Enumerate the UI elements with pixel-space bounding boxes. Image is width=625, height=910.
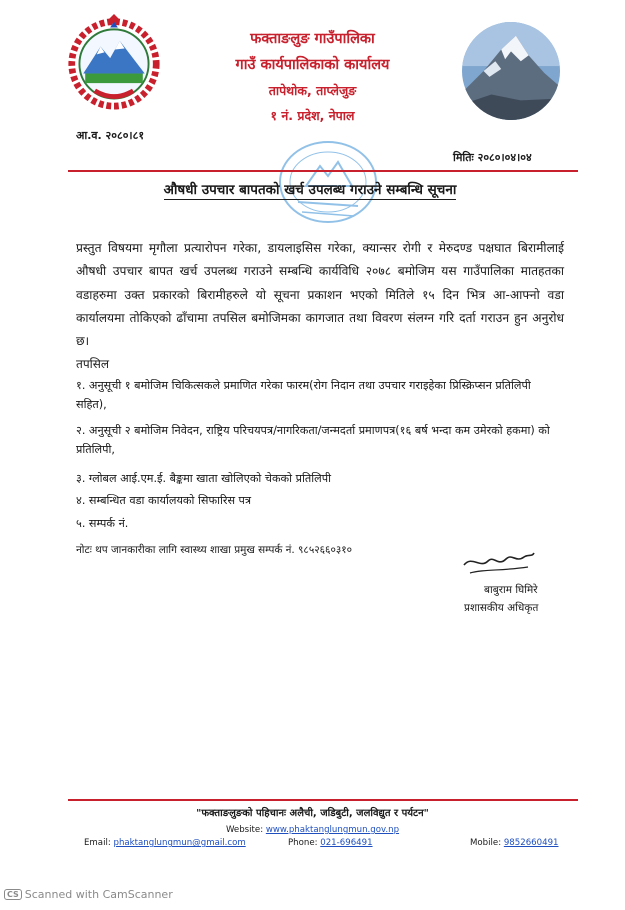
email-link[interactable]: phaktanglungmun@gmail.com	[113, 838, 246, 848]
phone-link[interactable]: 021-696491	[320, 838, 373, 848]
list-item: १. अनुसूची १ बमोजिम चिकित्सकले प्रमाणित गरेका फारम(रोग निदान तथा उपचार गराइहेका प्रिस्क्रिप्सन प्रतिलिपी सहित),	[76, 379, 531, 411]
office-name: फक्ताङलुङ गाउँपालिका	[250, 31, 375, 47]
fiscal-year: आ.व. २०८०।८१	[76, 129, 145, 142]
nepal-emblem-icon	[66, 14, 162, 110]
website-label: Website:	[225, 825, 266, 835]
signatory-title: प्रशासकीय अधिकृत	[464, 602, 539, 614]
footer-email	[84, 838, 246, 848]
notice-body: प्रस्तुत विषयमा मृगौला प्रत्यारोपन गरेका, डायलाइसिस गरेका, क्यान्सर रोगी र मेरुदण्ड पक्षघात बिरामीलाई औषधी उपचार बापत खर्च उपलब्ध गराउने सम्बन्धि कार्यविधि २०७८ बमोजिम यस गाउँपालिका मातहतका वडाहरुमा उक्त प्रकारको बिरामीहरुले यो सूचना प्रकाशन भएको मितिले १५ दिन भित्र आ-आफ्नो वडा कार्यालयमा तोकिएको ढाँचामा तपसिल बमोजिमका कागजात तथा विवरण संलग्न गरि दर्ता गराउन हुन अनुरोध छ।	[76, 241, 564, 349]
footer-website	[0, 825, 625, 835]
list-item: ३. ग्लोबल आई.एम.ई. बैङ्कमा खाता खोलिएको चेकको प्रतिलिपी	[76, 472, 331, 485]
footer-divider	[68, 799, 578, 801]
mountain-photo	[462, 22, 560, 120]
camscanner-icon: CS	[4, 889, 22, 900]
mobile-link[interactable]: 9852660491	[503, 838, 559, 848]
signature-mark	[458, 547, 538, 577]
footer-slogan: "फक्ताङलुङको पहिचानः अलैची, जडिबुटी, जलविद्युत र पर्यटन"	[196, 808, 429, 819]
scanner-watermark	[4, 888, 173, 901]
list-label: तपसिल	[76, 357, 110, 371]
contact-note: नोटः थप जानकारीका लागि स्वास्थ्य शाखा प्रमुख सम्पर्क नं. ९८५२६६०३१०	[76, 544, 353, 556]
notice-date: मितिः २०८०।०४।०४	[453, 151, 532, 164]
signatory-name: बाबुराम घिमिरे	[484, 584, 538, 596]
office-province: १ नं. प्रदेश, नेपाल	[270, 108, 355, 123]
website-link[interactable]: www.phaktanglungmun.gov.np	[265, 825, 400, 835]
notice-title-text: औषधी उपचार बापतको खर्च उपलब्ध गराउने सम्बन्धि सूचना	[163, 182, 457, 198]
notice-title	[60, 180, 560, 198]
office-address: तापेथोक, ताप्लेजुङ	[268, 83, 357, 98]
list-item: ५. सम्पर्क नं.	[76, 517, 129, 530]
header-divider	[68, 170, 578, 172]
office-subtitle: गाउँ कार्यपालिकाको कार्यालय	[235, 57, 390, 73]
mobile-label: Mobile:	[470, 838, 504, 848]
email-label: Email:	[84, 838, 114, 848]
list-item: २. अनुसूची २ बमोजिम निवेदन, राष्ट्रिय परिचयपत्र/नागरिकता/जन्मदर्ता प्रमाणपत्र(१६ बर्ष भन्दा कम उमेरको हकमा) को प्रतिलिपी,	[76, 424, 550, 456]
list-item: ४. सम्बन्धित वडा कार्यालयको सिफारिस पत्र	[76, 494, 252, 507]
footer-mobile	[470, 838, 559, 848]
footer-phone	[288, 838, 373, 848]
scanner-text: Scanned with CamScanner	[24, 888, 173, 901]
phone-label: Phone:	[288, 838, 321, 848]
